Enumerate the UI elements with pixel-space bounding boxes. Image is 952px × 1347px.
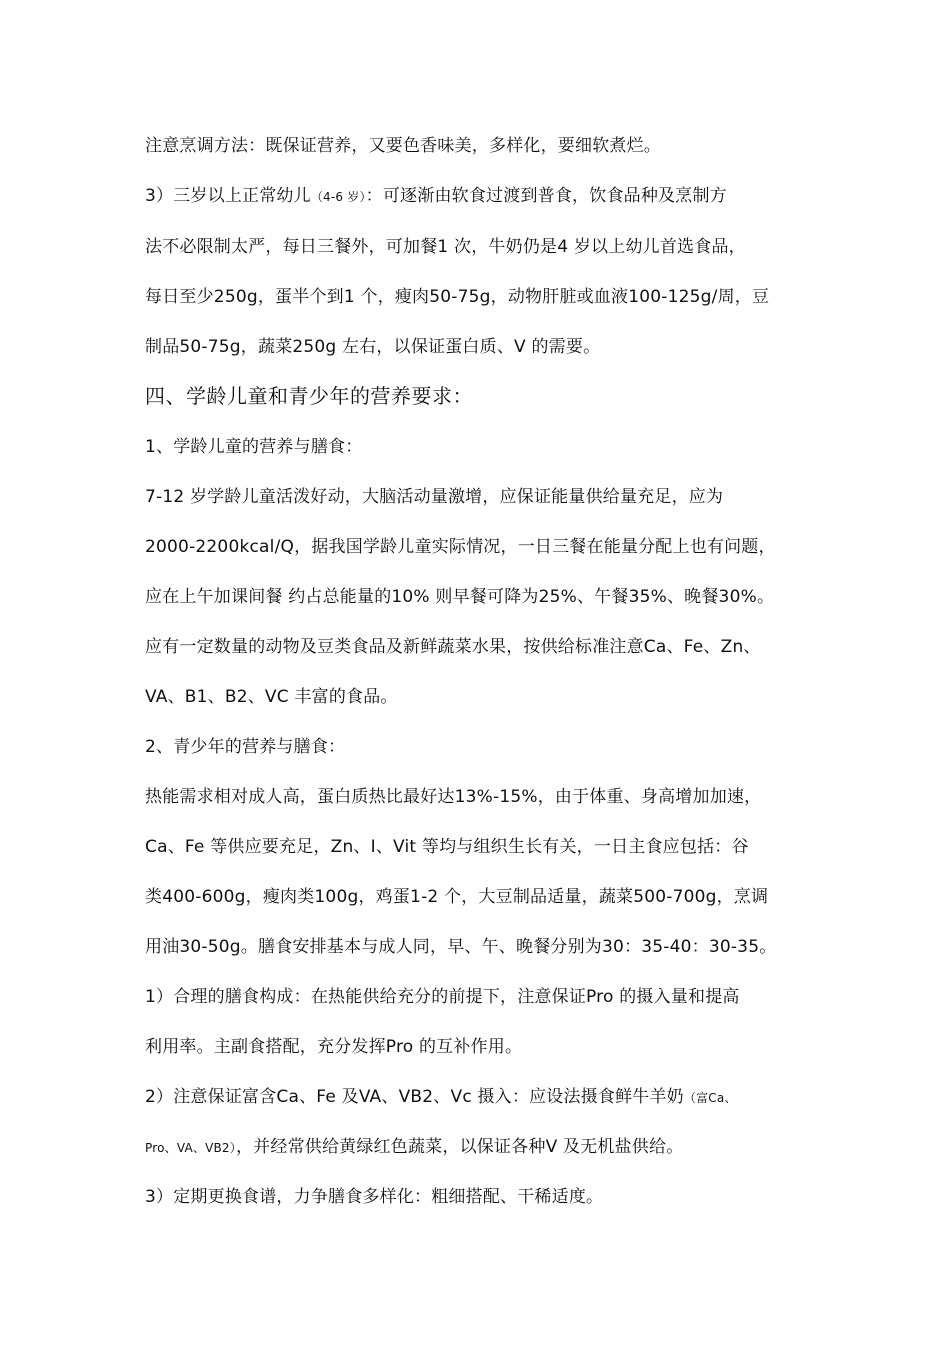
paragraph-line: 7-12 岁学龄儿童活泼好动，大脑活动量激增，应保证能量供给量充足，应为	[145, 487, 724, 507]
paragraph-line: Ca、Fe 等供应要充足，Zn、I、Vit 等均与组织生长有关，一日主食应包括：谷	[145, 837, 749, 857]
paragraph-line: 3）定期更换食谱，力争膳食多样化：粗细搭配、干稀适度。	[145, 1187, 604, 1207]
paragraph-line: 类400-600g，瘦肉类100g，鸡蛋1-2 个，大豆制品适量，蔬菜500-700g，烹调	[145, 887, 769, 907]
paragraph-line: 1）合理的膳食构成：在热能供给充分的前提下，注意保证Pro 的摄入量和提高	[145, 987, 740, 1007]
paragraph-line: 应有一定数量的动物及豆类食品及新鲜蔬菜水果，按供给标准注意Ca、Fe、Zn、	[145, 637, 761, 657]
paragraph-line: 热能需求相对成人高，蛋白质热比最好达13%-15%，由于体重、身高增加加速，	[145, 787, 762, 807]
paragraph-line: 应在上午加课间餐 约占总能量的10% 则早餐可降为25%、午餐35%、晚餐30%。	[145, 587, 775, 607]
paragraph-line: 每日至少250g，蛋半个到1 个，瘦肉50-75g，动物肝脏或血液100-125g/周，豆	[145, 287, 770, 307]
small-note: Pro、VA、VB2）	[145, 1141, 236, 1155]
paragraph-line	[145, 181, 727, 206]
small-note: （富Ca、	[683, 1091, 737, 1105]
paragraph-line: 利用率。主副食搭配，充分发挥Pro 的互补作用。	[145, 1037, 523, 1057]
section-heading: 四、学龄儿童和青少年的营养要求：	[145, 384, 473, 408]
text-run: 3）三岁以上正常幼儿	[145, 186, 311, 206]
paragraph-line: 法不必限制太严，每日三餐外，可加餐1 次，牛奶仍是4 岁以上幼儿首选食品，	[145, 237, 746, 257]
paragraph-line: 制品50-75g，蔬菜250g 左右，以保证蛋白质、V 的需要。	[145, 337, 601, 357]
paragraph-line: 用油30-50g。膳食安排基本与成人同，早、午、晚餐分别为30：35-40：30-35。	[145, 937, 777, 957]
text-run: ，并经常供给黄绿红色蔬菜，以保证各种V 及无机盐供给。	[235, 1137, 684, 1157]
paragraph-line: VA、B1、B2、VC 丰富的食品。	[145, 687, 398, 707]
paragraph-line: 2000-2200kcal/Q，据我国学龄儿童实际情况，一日三餐在能量分配上也有问题，	[145, 537, 776, 557]
subsection-heading: 2、青少年的营养与膳食：	[145, 737, 346, 757]
paragraph-line	[145, 1082, 737, 1107]
paragraph-line	[145, 1132, 683, 1157]
age-range-note: （4-6 岁）	[310, 190, 366, 204]
text-run: ：可逐渐由软食过渡到普食，饮食品种及烹制方	[365, 186, 727, 206]
subsection-heading: 1、学龄儿童的营养与膳食：	[145, 437, 363, 457]
paragraph-line: 注意烹调方法：既保证营养，又要色香味美，多样化，要细软煮烂。	[145, 136, 661, 156]
text-run: 2）注意保证富含Ca、Fe 及VA、VB2、Vc 摄入：应设法摄食鲜牛羊奶	[145, 1087, 684, 1107]
